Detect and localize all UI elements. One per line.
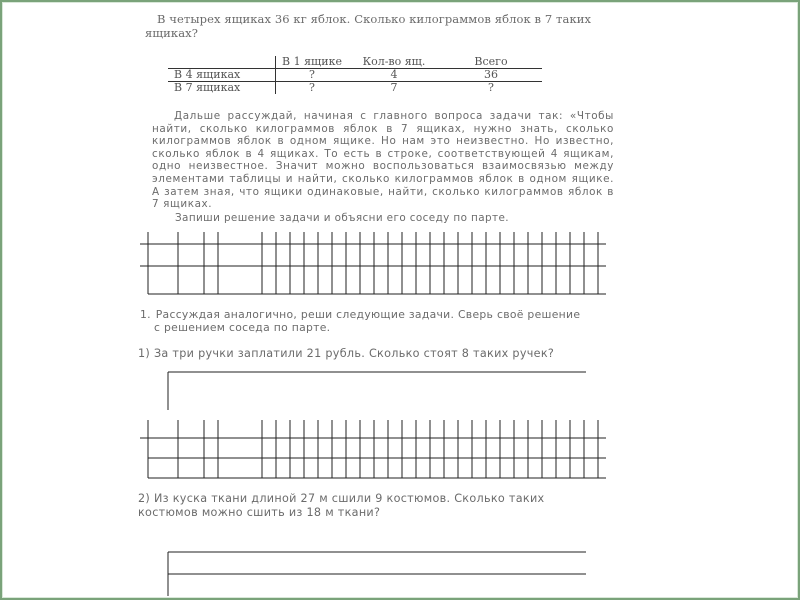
table-cell: 7 [390, 81, 398, 94]
table-row-label: В 4 ящиках [168, 69, 276, 82]
question-2-line-2: костюмов можно сшить из 18 м ткани? [138, 506, 381, 519]
question-2-table-frame[interactable] [160, 546, 600, 600]
table-row [168, 82, 542, 95]
task-line-2: с решением соседа по парте. [154, 321, 331, 334]
table-cell: ? [276, 69, 349, 82]
question-2-line-1: 2) Из куска ткани длиной 27 м сшили 9 костюмов. Сколько таких [138, 492, 545, 505]
table-header: Кол-во ящ. [348, 56, 440, 69]
table-cell: ? [309, 81, 315, 94]
table-header: В 1 ящике [276, 56, 349, 69]
data-table [168, 56, 542, 94]
solution-grid[interactable] [140, 420, 610, 482]
table-header: Всего [440, 56, 542, 69]
task-line-1: Рассуждая аналогично, реши следующие задачи. Сверь своё решение [155, 308, 581, 321]
table-corner [168, 56, 276, 69]
question-1-table-frame[interactable] [160, 366, 600, 416]
question-1: 1) За три ручки заплатили 21 рубль. Сколько стоят 8 таких ручек? [138, 347, 555, 360]
table-cell: ? [488, 81, 494, 94]
solution-grid[interactable] [140, 232, 610, 302]
task-heading [140, 308, 610, 334]
instruction-text: Запиши решение задачи и объясни его соседу по парте. [175, 212, 509, 224]
table-row [168, 69, 542, 82]
table-cell: 36 [440, 69, 542, 82]
reasoning-text: Дальше рассуждай, начиная с главного вопроса задачи так: «Чтобы найти, сколько килограммов яблок в 7 ящиках, нужно знать, сколько килограммов яблок в одном ящике. Но нам это неизвестно. Но известно, сколько яблок в 4 ящиках. То есть в строке, соответствующей 4 ящикам, одно неизвестное. Значит можно воспользоваться взаимосвязью между элементами таблицы и найти, сколько килограммов яблок в одном ящике. А затем зная, что ящики одинаковые, найти, сколько килограммов яблок в 7 ящиках. [152, 110, 614, 211]
question-2 [138, 492, 598, 520]
task-number: 1. [140, 308, 151, 321]
problem-statement: В четырех ящиках 36 кг яблок. Сколько килограммов яблок в 7 таких ящиках? [145, 12, 592, 40]
table-cell: 4 [348, 69, 440, 82]
table-row-label: В 7 ящиках [168, 82, 276, 95]
